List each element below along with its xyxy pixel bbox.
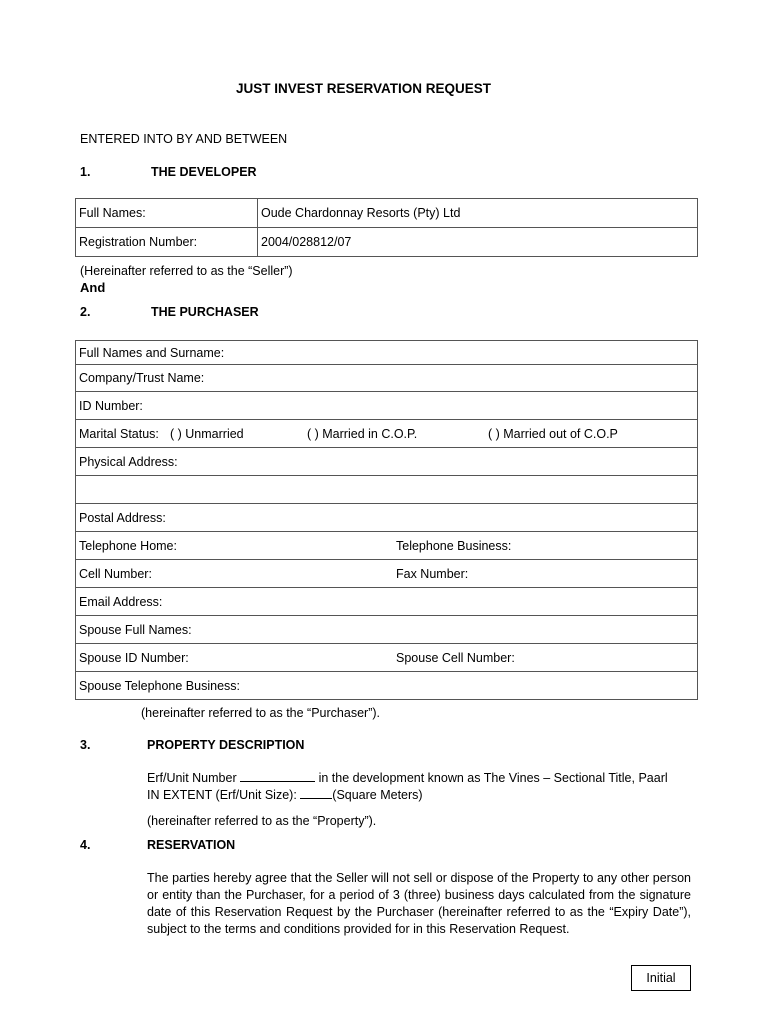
postal-address-field[interactable]: Postal Address: — [76, 504, 698, 532]
section-1-heading: THE DEVELOPER — [151, 165, 257, 179]
extent-label: IN EXTENT (Erf/Unit Size): — [147, 788, 297, 802]
section-2-heading: THE PURCHASER — [151, 305, 259, 319]
seller-note: (Hereinafter referred to as the “Seller”) — [80, 264, 293, 278]
property-note: (hereinafter referred to as the “Property”). — [147, 814, 377, 828]
initial-label: Initial — [646, 971, 676, 985]
spouse-cell-field[interactable]: Spouse Cell Number: — [393, 644, 698, 672]
telephone-business-field[interactable]: Telephone Business: — [393, 532, 698, 560]
initial-box[interactable] — [631, 965, 691, 991]
cell-number-field[interactable]: Cell Number: — [76, 560, 394, 588]
purchaser-table — [75, 340, 698, 700]
option-unmarried[interactable]: ( ) Unmarried — [170, 426, 244, 441]
purchaser-note: (hereinafter referred to as the “Purchaser”). — [141, 706, 380, 720]
marital-status-label: Marital Status: — [79, 426, 159, 441]
and-text: And — [80, 280, 106, 295]
document-title: JUST INVEST RESERVATION REQUEST — [236, 81, 492, 96]
intro-text: ENTERED INTO BY AND BETWEEN — [80, 132, 288, 146]
erf-line — [147, 771, 668, 785]
purchaser-id-field[interactable]: ID Number: — [76, 392, 698, 420]
spouse-full-names-field[interactable]: Spouse Full Names: — [76, 616, 698, 644]
section-3-number: 3. — [80, 738, 91, 752]
purchaser-company-field[interactable]: Company/Trust Name: — [76, 365, 698, 392]
extent-blank[interactable] — [300, 798, 332, 799]
physical-address-field[interactable]: Physical Address: — [76, 448, 698, 476]
erf-label: Erf/Unit Number — [147, 771, 237, 785]
option-married-cop[interactable]: ( ) Married in C.O.P. — [307, 426, 418, 441]
email-address-field[interactable]: Email Address: — [76, 588, 698, 616]
spouse-telephone-business-field[interactable]: Spouse Telephone Business: — [76, 672, 698, 700]
section-1-number: 1. — [80, 165, 91, 179]
developer-full-names-value: Oude Chardonnay Resorts (Pty) Ltd — [258, 199, 698, 228]
telephone-home-field[interactable]: Telephone Home: — [76, 532, 394, 560]
developer-reg-value: 2004/028812/07 — [258, 228, 698, 257]
option-married-out-cop[interactable]: ( ) Married out of C.O.P — [488, 426, 618, 441]
section-2-number: 2. — [80, 305, 91, 319]
erf-number-blank[interactable] — [240, 781, 315, 782]
extent-line — [147, 788, 423, 802]
physical-address-line-2[interactable] — [76, 476, 698, 504]
extent-rest: (Square Meters) — [332, 788, 423, 802]
erf-rest: in the development known as The Vines – Sectional Title, Paarl — [318, 771, 668, 785]
reservation-paragraph: The parties hereby agree that the Seller will not sell or dispose of the Property to any other person or entity than the Purchaser, for a period of 3 (three) business days calculated from the signature date of this Reservation Request by the Purchaser (hereinafter referred to as the “Expiry Date”), subject to the terms and conditions provided for in this Reservation Request. — [147, 871, 691, 936]
section-3-heading: PROPERTY DESCRIPTION — [147, 738, 305, 752]
section-4-heading: RESERVATION — [147, 838, 236, 852]
spouse-id-field[interactable]: Spouse ID Number: — [76, 644, 394, 672]
developer-full-names-label: Full Names: — [76, 199, 258, 228]
developer-reg-label: Registration Number: — [76, 228, 258, 257]
section-4-number: 4. — [80, 838, 91, 852]
fax-number-field[interactable]: Fax Number: — [393, 560, 698, 588]
marital-status-row — [76, 420, 698, 448]
developer-table — [75, 198, 698, 257]
purchaser-full-names-field[interactable]: Full Names and Surname: — [76, 341, 698, 365]
